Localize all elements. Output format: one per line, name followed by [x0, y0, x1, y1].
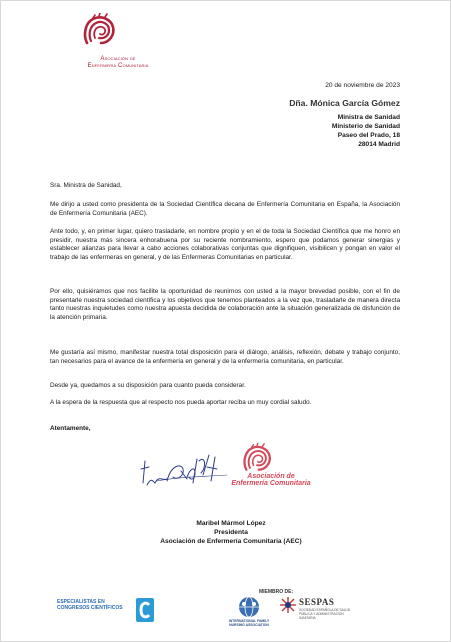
member-of-label: MIEMBRO DE: [259, 589, 294, 595]
ifna-logo [225, 595, 273, 627]
letter-date: 20 de noviembre de 2023 [325, 82, 400, 89]
congress-c-icon [136, 598, 154, 622]
sespas-title: SESPAS [299, 597, 335, 607]
paragraph: Me dirijo a usted como presidenta de la Sociedad Científica decana de Enfermería Comunitaria en España, la Asociación de Enfermería Comunitaria (AEC). [50, 201, 400, 217]
signer-name: Maribel Mármol López [196, 520, 266, 527]
footer-congress-label [57, 599, 127, 611]
closing: Atentamente, [50, 425, 91, 432]
aec-logo [73, 13, 153, 77]
address-line: Paseo del Prado, 18 [337, 132, 400, 139]
signer-organization: Asociación de Enfermería Comunitaria (AEC) [160, 538, 302, 545]
signature-aec-logo [221, 443, 321, 503]
signer-role: Presidenta [214, 529, 248, 536]
address-line: 28014 Madrid [358, 141, 400, 148]
signature-logo-text [221, 473, 321, 488]
aec-spiral-icon [239, 443, 275, 475]
paragraph: A la espera de la respuesta que al respecto nos pueda aportar reciba un muy cordial saludo. [50, 399, 312, 406]
footer-label-line-1: ESPECIALISTAS EN [57, 599, 105, 605]
aec-spiral-icon [81, 13, 117, 49]
paragraph: Me gustaría así mismo, manifestar nuestra total disposición para el diálogo, análisis, reflexión, debate y trabajo conjunto, tan necesarios para el avance de la enfermería en general y de la enfermería comunitaria, en particular. [50, 349, 400, 365]
sig-logo-line-1: Asociación de [247, 473, 295, 480]
paragraph: Ante todo, y, en primer lugar, quiero trasladarle, en nombre propio y en el de toda la Sociedad Científica que me honro en presidir, nuestra más sincera enhorabuena por su reciente nombramiento, espero que podamos generar sinergias y establecer alianzas para llevar a cabo acciones colaborativas conjuntas que dignifiquen, visibilicen y pongan en valor el trabajo de las enfermeras en general, y de las Enfermeras Comunitarias en particular. [50, 228, 400, 261]
sespas-logo [279, 596, 351, 620]
paragraph: Desde ya, quedamos a su disposición para cuanto pueda considerar. [50, 382, 246, 389]
logo-line-2: Enfermería Comunitaria [87, 62, 149, 70]
footer-label-line-2: CONGRESOS CIENTÍFICOS [57, 605, 123, 611]
address-line: Ministra de Sanidad [337, 114, 400, 121]
sig-logo-line-2: Enfermería Comunitaria [231, 480, 311, 488]
aec-logo-text [73, 55, 163, 69]
logo-line-1: Asociación de [100, 55, 136, 62]
recipient-name: Dña. Mónica García Gómez [289, 98, 400, 108]
ifna-text: INTERNATIONAL FAMILY NURSING ASSOCIATION [228, 619, 270, 627]
paragraph: Por ello, quisiéramos que nos facilite la oportunidad de reunirnos con usted a la mayor brevedad posible, con el fin de presentarle nuestra sociedad científica y los objetivos que tenemos planteados a la vez que, trasladarle de manera directa tanto nuestras inquietudes como nuestra apuesta decidida de colaboración ante la situación generalizada de disfunción de la atención primaria. [50, 288, 400, 321]
address-line: Ministerio de Sanidad [331, 123, 400, 130]
sespas-burst-icon [279, 596, 297, 614]
sespas-subtitle: SOCIEDAD ESPAÑOLA DE SALUD PÚBLICA Y ADMINISTRACIÓN SANITARIA [299, 608, 351, 620]
salutation: Sra. Ministra de Sanidad, [50, 182, 122, 189]
recipient-address [332, 113, 400, 149]
globe-icon [225, 595, 273, 619]
